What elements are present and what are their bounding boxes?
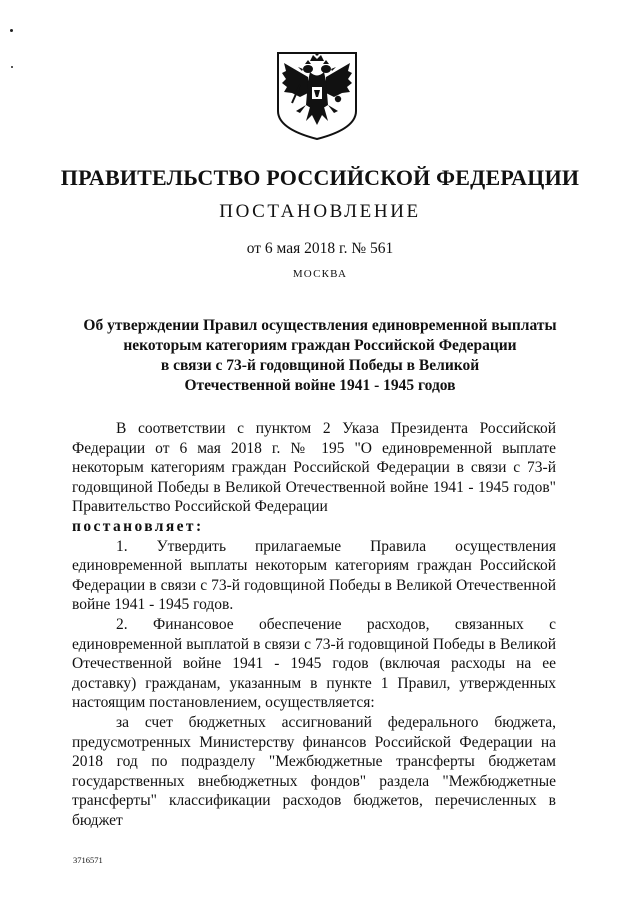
coat-of-arms-icon [274, 49, 360, 141]
date-and-number: от 6 мая 2018 г. № 561 [246, 240, 394, 257]
decides-keyword: постановляет: [72, 517, 204, 535]
scan-speck [11, 66, 13, 68]
preamble-paragraph: В соответствии с пунктом 2 Указа Президента Российской Федерации от 6 мая 2018 г. № 195 "О единовременной выплате некоторым категориям граждан Российской Федерации в связи с 73-й годовщиной Победы в Великой Отечественной войне 1941 - 1945 годов" Правительство Российской Федерации [72, 420, 556, 516]
title-line: некоторым категориям граждан Российской Федерации [123, 337, 517, 354]
government-name: ПРАВИТЕЛЬСТВО РОССИЙСКОЙ ФЕДЕРАЦИИ [60, 165, 580, 190]
item-1-paragraph: 1. Утвердить прилагаемые Правила осуществления единовременной выплаты некоторым категориям граждан Российской Федерации в связи с 73-й годовщиной Победы в Великой Отечественной войне 1941 - 1945 годов. [72, 537, 556, 614]
title-line: Отечественной войне 1941 - 1945 годов [184, 377, 456, 394]
document-body [72, 419, 556, 830]
title-line: в связи с 73-й годовщиной Победы в Великой [160, 357, 480, 374]
decides-line [72, 517, 556, 537]
scan-speck [10, 29, 13, 32]
document-type: ПОСТАНОВЛЕНИЕ [219, 201, 421, 222]
document-title [60, 316, 580, 396]
city: МОСКВА [292, 268, 348, 280]
title-line: Об утверждении Правил осуществления единовременной выплаты [83, 317, 557, 334]
item-2-paragraph: 2. Финансовое обеспечение расходов, связанных с единовременной выплатой в связи с 73-й годовщиной Победы в Великой Отечественной войне 1941 - 1945 годов (включая расходы на ее доставку) гражданам, указанным в пункте 1 Правил, утвержденных настоящим постановлением, осуществляется: [72, 615, 556, 712]
document-number: 3716571 [73, 855, 103, 865]
item-2-continuation: за счет бюджетных ассигнований федерального бюджета, предусмотренных Министерству финансов Российской Федерации на 2018 год по подразделу "Межбюджетные трансферты бюджетам государственных внебюджетных фондов" раздела "Межбюджетные трансферты" классификации расходов бюджетов, перечисленных в бюджет [72, 713, 556, 829]
